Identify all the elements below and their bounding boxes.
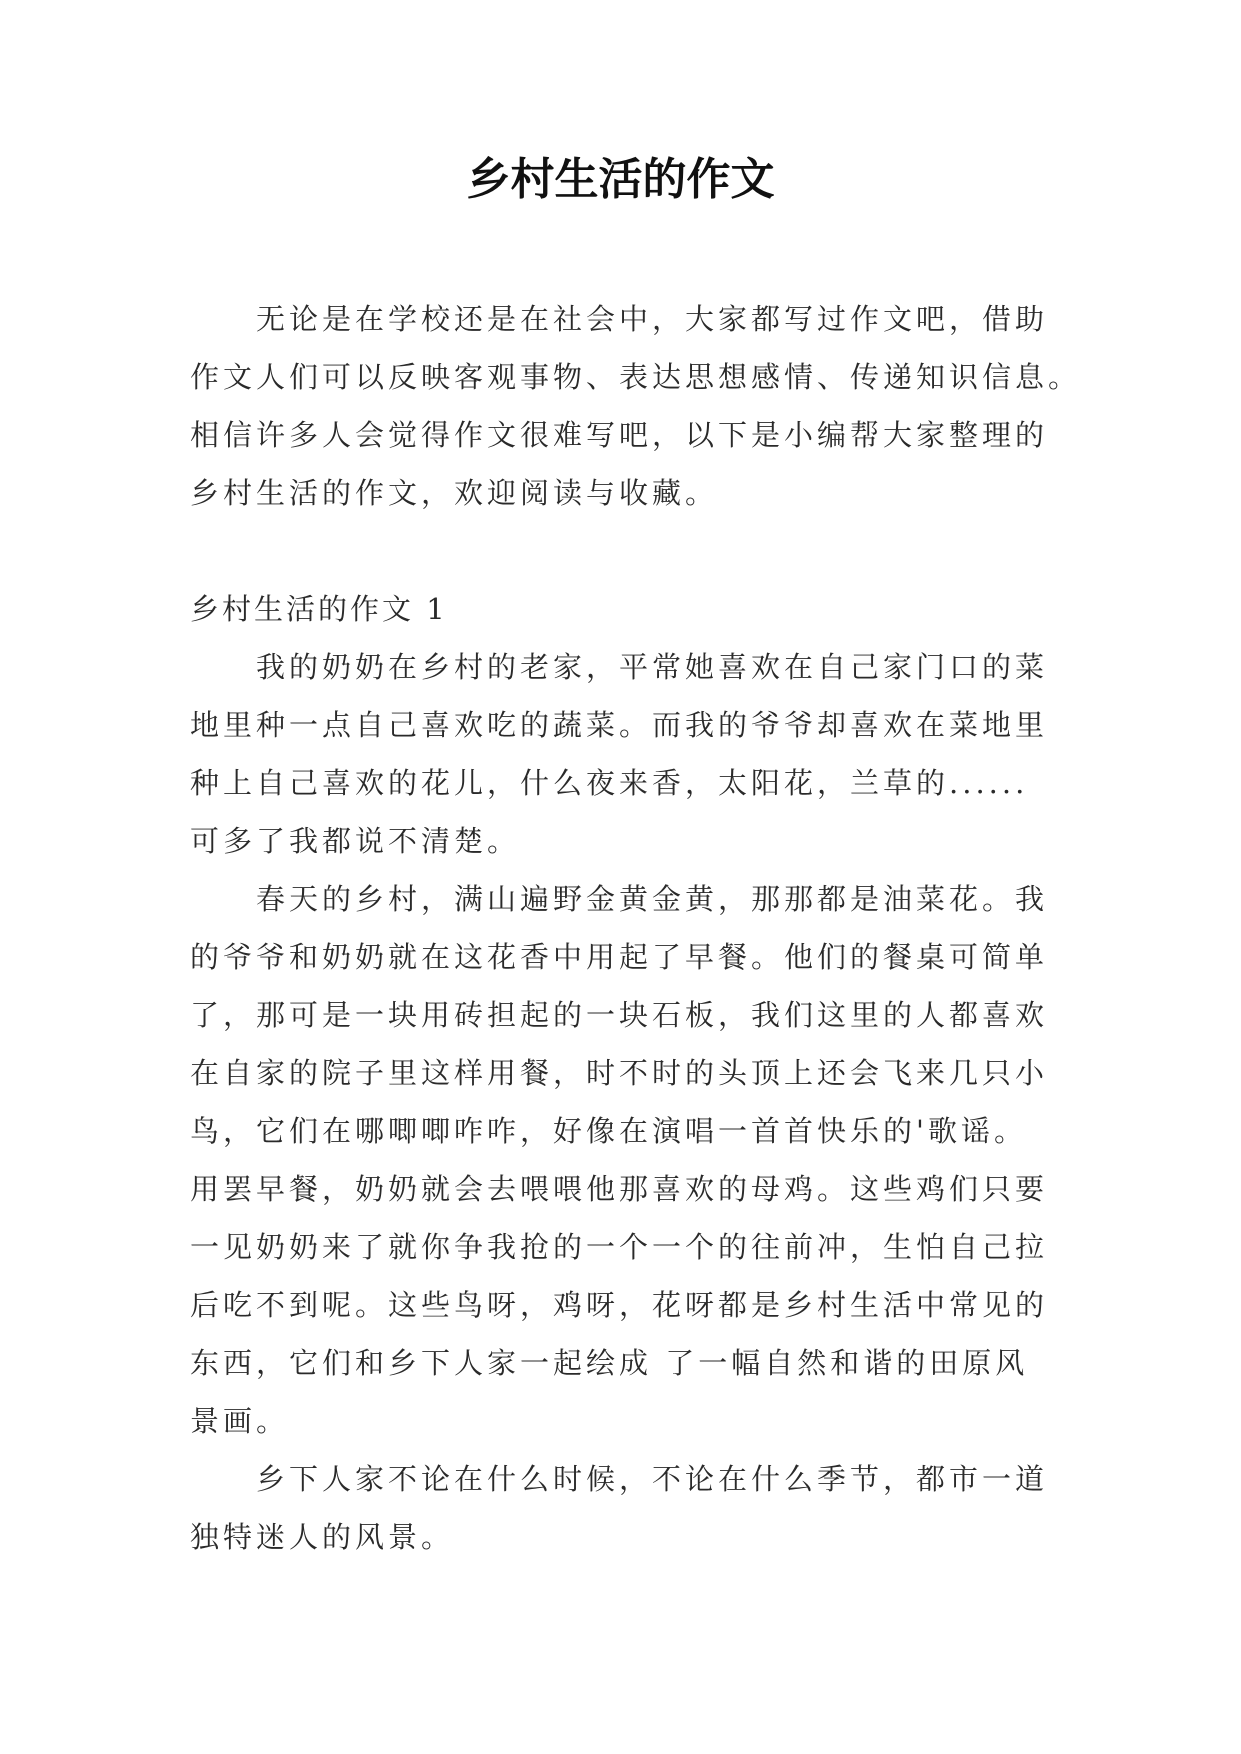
text-line: 独特迷人的风景。 — [190, 1520, 455, 1554]
section-heading: 乡村生活的作文 1 — [190, 592, 448, 626]
text-line: 春天的乡村，满山遍野金黄金黄，那那都是油菜花。我 — [256, 882, 1049, 916]
body-paragraph — [190, 638, 1050, 870]
text-line: 地里种一点自己喜欢吃的蔬菜。而我的爷爷却喜欢在菜地里 — [190, 708, 1049, 742]
document-body — [190, 290, 1082, 1566]
text-line: 作文人们可以反映客观事物、表达思想感情、传递知识信息。 — [190, 360, 1082, 394]
text-line: 的爷爷和奶奶就在这花香中用起了早餐。他们的餐桌可简单 — [190, 940, 1049, 974]
body-paragraph — [190, 1450, 1050, 1566]
text-line: 后吃不到呢。这些鸟呀，鸡呀，花呀都是乡村生活中常见的 — [190, 1288, 1049, 1322]
document-title: 乡村生活的作文 — [466, 154, 775, 205]
text-line: 可多了我都说不清楚。 — [190, 824, 521, 858]
text-line: 乡下人家不论在什么时候，不论在什么季节，都市一道 — [256, 1462, 1049, 1496]
body-paragraph — [190, 870, 1050, 1450]
text-line: 无论是在学校还是在社会中，大家都写过作文吧，借助 — [256, 302, 1049, 336]
text-line: 用罢早餐，奶奶就会去喂喂他那喜欢的母鸡。这些鸡们只要 — [190, 1172, 1049, 1206]
text-line: 我的奶奶在乡村的老家，平常她喜欢在自己家门口的菜 — [256, 650, 1049, 684]
text-line: 在自家的院子里这样用餐，时不时的头顶上还会飞来几只小 — [190, 1056, 1049, 1090]
text-line: 东西，它们和乡下人家一起绘成 了一幅自然和谐的田原风 — [190, 1346, 1029, 1380]
text-line: 了，那可是一块用砖担起的一块石板，我们这里的人都喜欢 — [190, 998, 1049, 1032]
text-line: 一见奶奶来了就你争我抢的一个一个的往前冲，生怕自己拉 — [190, 1230, 1049, 1264]
text-line: 相信许多人会觉得作文很难写吧，以下是小编帮大家整理的 — [190, 418, 1049, 452]
text-line: 鸟，它们在哪唧唧咋咋，好像在演唱一首首快乐的'歌谣。 — [190, 1114, 1027, 1148]
intro-paragraph — [190, 290, 1082, 522]
text-line: 种上自己喜欢的花儿，什么夜来香，太阳花，兰草的...... — [190, 766, 1029, 800]
text-line: 景画。 — [190, 1404, 290, 1438]
text-line: 乡村生活的作文，欢迎阅读与收藏。 — [190, 476, 719, 510]
spacer — [190, 522, 1050, 580]
